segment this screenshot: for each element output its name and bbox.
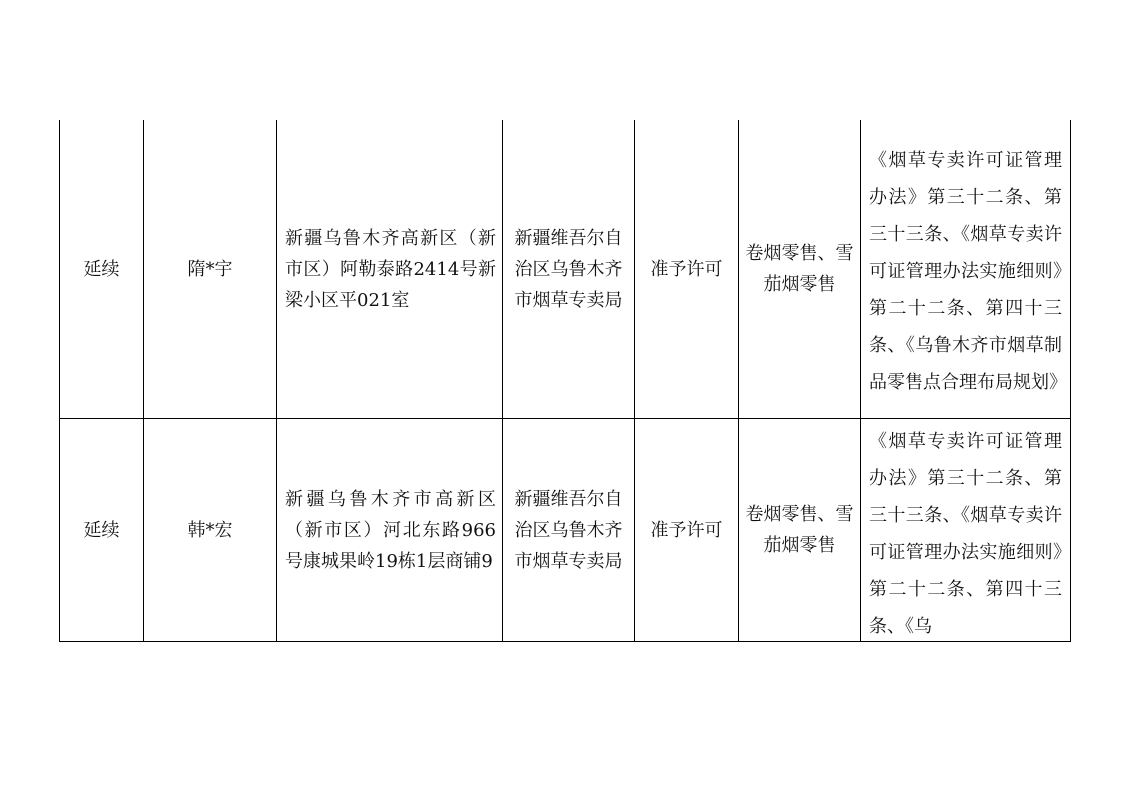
issuing-authority-cell — [503, 419, 635, 642]
license-type-cell — [60, 120, 144, 419]
issuing-authority: 新疆维吾尔自治区乌鲁木齐市烟草专卖局 — [514, 227, 623, 311]
legal-basis-cell — [861, 419, 1071, 642]
business-scope: 卷烟零售、雪茄烟零售 — [745, 504, 854, 556]
license-type-cell — [60, 419, 144, 642]
decision: 准予许可 — [650, 258, 723, 280]
legal-basis: 《烟草专卖许可证管理办法》第三十二条、第三十三条、《烟草专卖许可证管理办法实施细则》第二十二条、第四十三条、《乌 — [869, 431, 1062, 637]
issuing-authority-cell — [503, 120, 635, 419]
decision: 准予许可 — [650, 519, 723, 541]
business-address: 新疆乌鲁木齐高新区（新市区）阿勒泰路2414号新梁小区平021室 — [285, 227, 496, 311]
applicant-name: 隋*宇 — [187, 258, 233, 280]
decision-cell — [635, 419, 739, 642]
license-table-container — [59, 120, 1071, 642]
legal-basis-cell — [861, 120, 1071, 419]
license-type: 延续 — [83, 519, 120, 541]
business-address: 新疆乌鲁木齐市高新区（新市区）河北东路966号康城果岭19栋1层商铺9 — [285, 488, 496, 572]
business-scope-cell — [739, 120, 861, 419]
applicant-name-cell — [144, 419, 277, 642]
applicant-name-cell — [144, 120, 277, 419]
issuing-authority: 新疆维吾尔自治区乌鲁木齐市烟草专卖局 — [514, 488, 623, 572]
business-address-cell — [277, 120, 503, 419]
license-type: 延续 — [83, 258, 120, 280]
business-address-cell — [277, 419, 503, 642]
license-table — [59, 120, 1071, 642]
table-row — [60, 120, 1071, 419]
table-row — [60, 419, 1071, 642]
business-scope-cell — [739, 419, 861, 642]
legal-basis: 《烟草专卖许可证管理办法》第三十二条、第三十三条、《烟草专卖许可证管理办法实施细则》第二十二条、第四十三条、《乌鲁木齐市烟草制品零售点合理布局规划》 — [869, 149, 1067, 393]
business-scope: 卷烟零售、雪茄烟零售 — [745, 243, 854, 295]
applicant-name: 韩*宏 — [187, 519, 233, 541]
decision-cell — [635, 120, 739, 419]
